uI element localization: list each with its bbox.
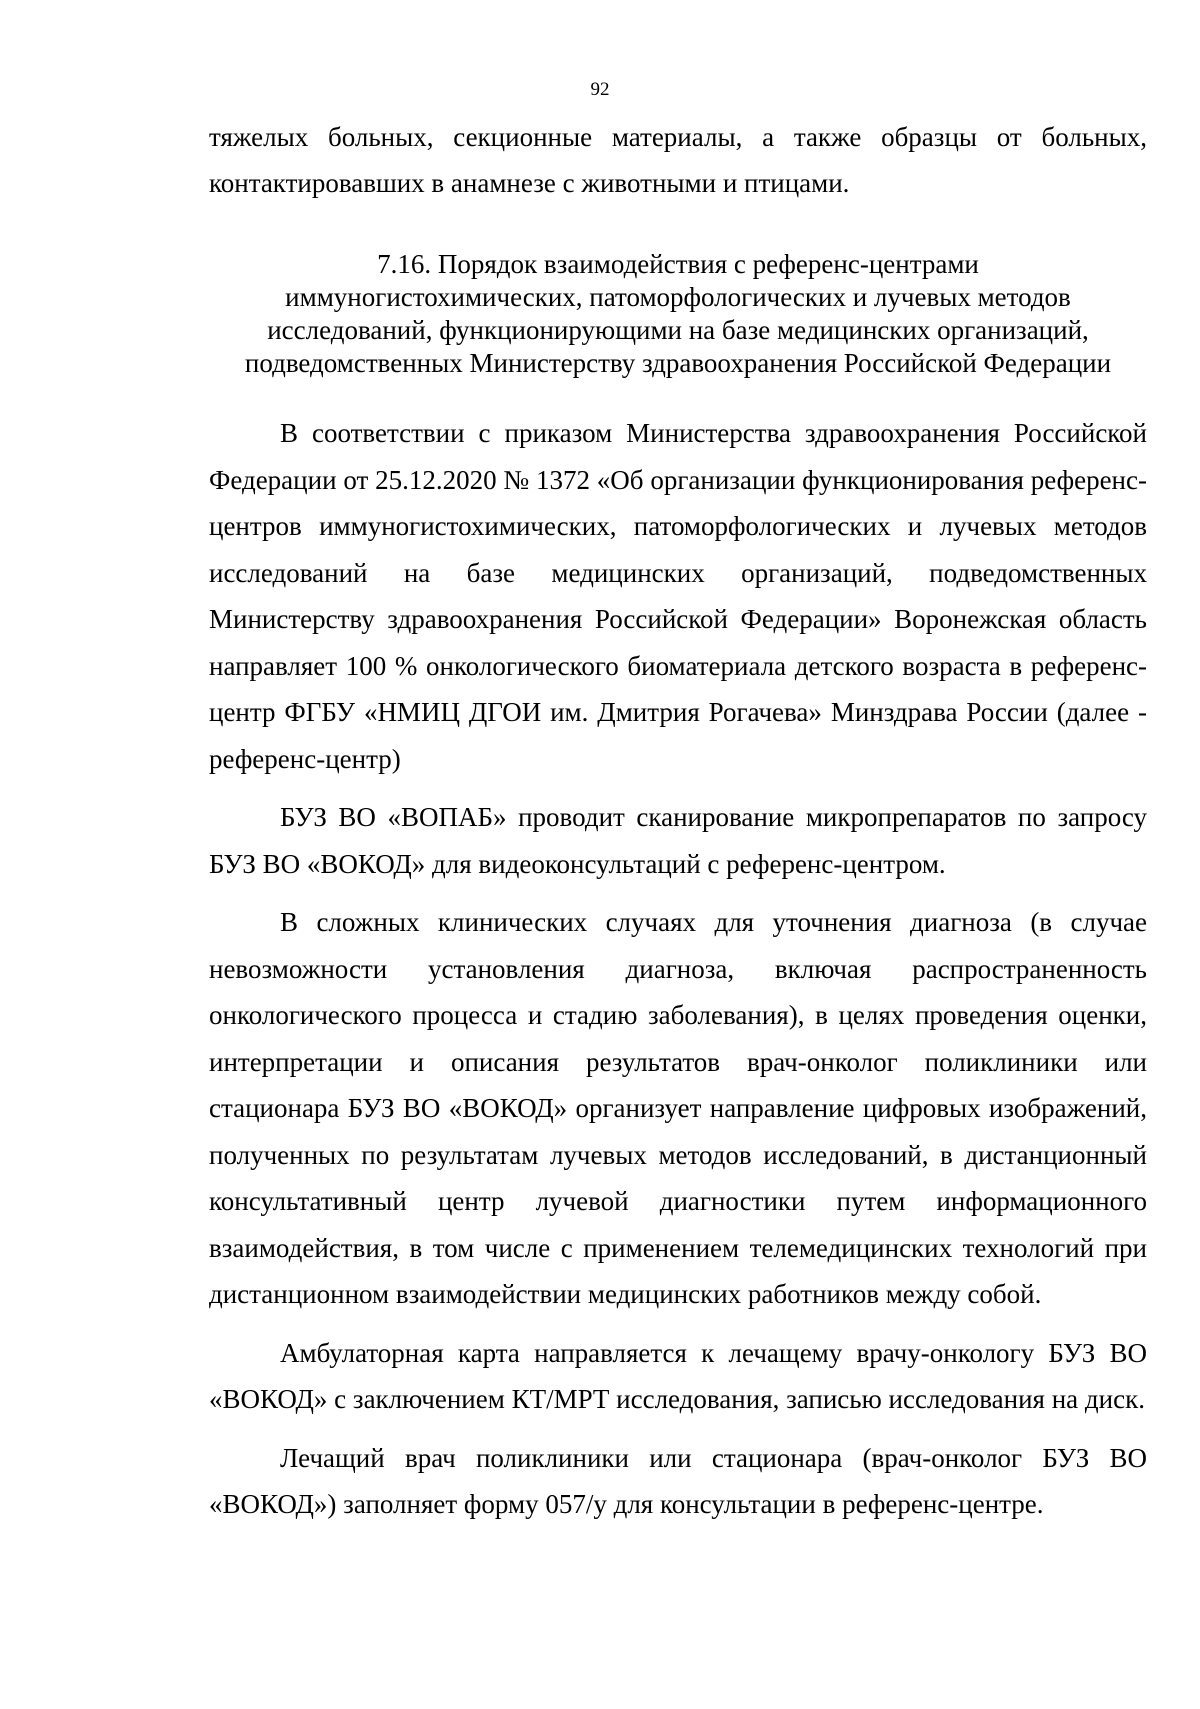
paragraph-form-057: Лечащий врач поликлиники или стационара (врач-онколог БУЗ ВО «ВОКОД») заполняет форму 057/у для консультации в референс-центре. (209, 1442, 1147, 1519)
section-heading-line: иммуногистохимических, патоморфологических и лучевых методов (285, 282, 1071, 312)
paragraph-outpatient-card: Амбулаторная карта направляется к лечащему врачу-онкологу БУЗ ВО «ВОКОД» с заключением КТ/МРТ исследования, записью исследования на диск. (209, 1337, 1147, 1414)
paragraph-complex-cases: В сложных клинических случаях для уточнения диагноза (в случае невозможности установления диагноза, включая распространенность онкологического процесса и стадию заболевания), в целях проведения оценки, интерпретации и описания результатов врач-онколог поликлиники или стационара БУЗ ВО «ВОКОД» организует направление цифровых изображений, полученных по результатам лучевых методов исследований, в дистанционный консультативный центр лучевой диагностики путем информационного взаимодействия, в том числе с применением телемедицинских технологий при дистанционном взаимодействии медицинских работников между собой. (209, 907, 1147, 1309)
section-heading-line: 7.16. Порядок взаимодействия с референс-центрами (377, 249, 979, 279)
section-heading (209, 248, 1147, 380)
paragraph-order-reference: В соответствии с приказом Министерства здравоохранения Российской Федерации от 25.12.2020 № 1372 «Об организации функционирования референс-центров иммуногистохимических, патоморфологических и лучевых методов исследований на базе медицинских организаций, подведомственных Министерству здравоохранения Российской Федерации» Воронежская область направляет 100 % онкологического биоматериала детского возраста в референс-центр ФГБУ «НМИЦ ДГОИ им. Дмитрия Рогачева» Минздрава России (далее - референс-центр) (209, 418, 1147, 774)
page-number: 92 (590, 79, 610, 100)
paragraph-scanning: БУЗ ВО «ВОПАБ» проводит сканирование микропрепаратов по запросу БУЗ ВО «ВОКОД» для видеоконсультаций с референс-центром. (209, 802, 1147, 879)
continuation-paragraph: тяжелых больных, секционные материалы, а также образцы от больных, контактировавших в анамнезе с животными и птицами. (209, 122, 1147, 198)
section-heading-line: исследований, функционирующими на базе медицинских организаций, (267, 315, 1089, 345)
document-body (209, 410, 1147, 1540)
section-heading-line: подведомственных Министерству здравоохранения Российской Федерации (244, 348, 1112, 378)
